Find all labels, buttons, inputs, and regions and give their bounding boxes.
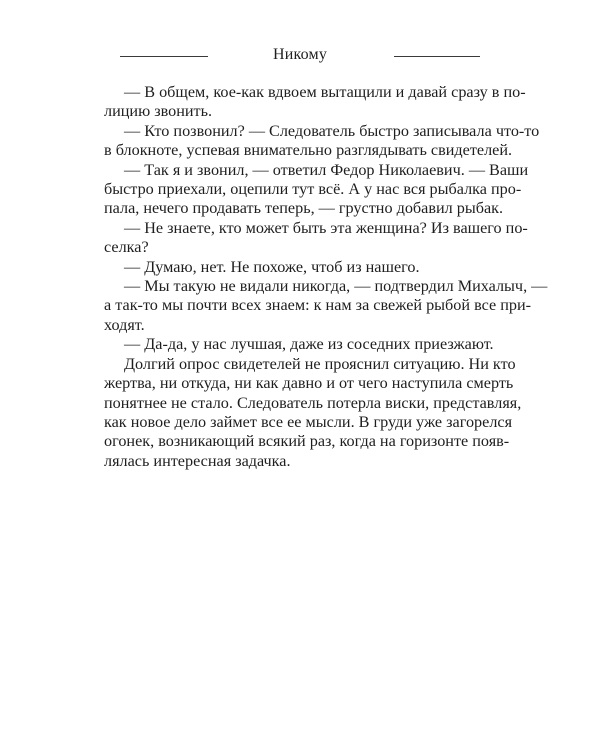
text-line: быстро приехали, оцепили тут всё. А у нас вся рыбалка про- <box>104 180 522 199</box>
text-line: Долгий опрос свидетелей не прояснил ситуацию. Ни кто <box>124 354 516 373</box>
running-title: Никому <box>272 46 328 63</box>
text-line: — Так я и звонил, — ответил Федор Николаевич. — Ваши <box>124 160 529 179</box>
text-line: — Думаю, нет. Не похоже, чтоб из нашего. <box>124 257 420 276</box>
page-header <box>0 44 600 68</box>
text-line: как новое дело займет все ее мысли. В груди уже загорелся <box>104 412 513 431</box>
text-line: — Не знаете, кто может быть эта женщина? Из вашего по- <box>124 218 528 237</box>
text-line: лялась интересная задачка. <box>104 451 291 470</box>
text-line: селка? <box>104 238 149 257</box>
text-line: ходят. <box>104 315 145 334</box>
text-line: — В общем, кое-как вдвоем вытащили и давай сразу в по- <box>124 83 526 101</box>
text-line: пала, нечего продавать теперь, — грустно добавил рыбак. <box>104 199 504 218</box>
text-line: жертва, ни откуда, ни как давно и от чего наступила смерть <box>104 374 514 393</box>
body-text <box>104 83 548 471</box>
text-line: в блокноте, успевая внимательно разглядывать свидетелей. <box>104 141 513 160</box>
text-line: огонек, возникающий всякий раз, когда на горизонте появ- <box>104 432 510 451</box>
text-line: понятнее не стало. Следователь потерла виски, представляя, <box>104 393 522 412</box>
text-line: — Кто позвонил? — Следователь быстро записывала что-то <box>124 121 540 140</box>
text-line: а так-то мы почти всех знаем: к нам за свежей рыбой все при- <box>104 296 532 315</box>
text-line: — Да-да, у нас лучшая, даже из соседних приезжают. <box>124 335 494 354</box>
header-rule-right <box>394 56 480 57</box>
text-line: — Мы такую не видали никогда, — подтвердил Михалыч, — <box>124 277 548 296</box>
text-line: лицию звонить. <box>104 102 213 121</box>
